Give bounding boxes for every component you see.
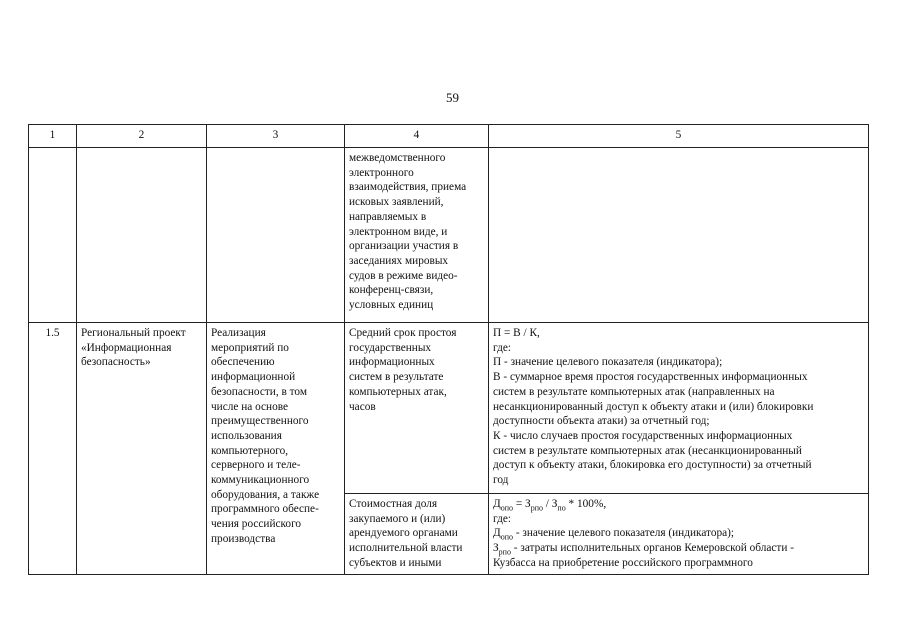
formula-1-cell xyxy=(489,323,869,494)
continuation-indicator-cell xyxy=(345,148,489,323)
indicator-1-cell xyxy=(345,323,489,494)
formula-2-definition-2-cont: Кузбасса на приобретение российского программного xyxy=(493,556,753,569)
header-col-1: 1 xyxy=(29,125,77,148)
header-row xyxy=(29,125,869,148)
header-col-2: 2 xyxy=(77,125,207,148)
formula-1-line: В - суммарное время простоя государственных информационных xyxy=(493,371,808,384)
formula-2-equation: $Д_{опо} = З_{рпо} / З_{по} * 100\%$, xyxy=(493,498,607,513)
activity-cell xyxy=(207,323,345,575)
formula-1-line: К - число случаев простоя государственных информационных xyxy=(493,429,793,442)
project-cell xyxy=(77,323,207,575)
page-bottom-margin xyxy=(0,600,905,640)
page-number: 59 xyxy=(446,90,459,105)
table-row-1-5 xyxy=(29,323,869,494)
formula-2-where: где: xyxy=(493,512,511,525)
formula-1-line: доступности объекта атаки) за отчетный год; xyxy=(493,415,710,428)
cell-empty xyxy=(77,148,207,323)
activity-text: Реализация мероприятий по обеспечению информационной безопасности, в том числе на основе преимущественного использования компьютерного, серверного и теле- коммуникационного оборудования, а также программного обеспе- чения российского производства xyxy=(211,327,320,545)
formula-1-line: несанкционированный доступ к объекту атаки и (или) блокировки xyxy=(493,400,814,413)
continuation-indicator-text: межведомственного электронного взаимодействия, приема исковых заявлений, направляемых в электронном виде, и организации участия в заседаниях мировых судов в режиме видео- конференц-связи, условных единиц xyxy=(349,152,467,312)
formula-1-line: доступ к объекту атаки, блокировка его доступности) за отчетный xyxy=(493,459,812,472)
formula-1-line: П - значение целевого показателя (индикатора); xyxy=(493,356,723,369)
formula-2-definition-1: $Д_{опо}$ - значение целевого показателя (индикатора); xyxy=(493,527,735,542)
header-col-3: 3 xyxy=(207,125,345,148)
table-row-continuation xyxy=(29,148,869,323)
formula-2-definition-2: $З_{рпо}$ - затраты исполнительных органов Кемеровской области - xyxy=(493,542,794,557)
project-name: Региональный проект «Информационная безопасность» xyxy=(81,327,186,369)
formula-1-line: систем в результате компьютерных атак (направленных на xyxy=(493,385,775,398)
row-number: 1.5 xyxy=(29,323,77,575)
formula-1-line: систем в результате компьютерных атак (несанкционированный xyxy=(493,444,802,457)
header-col-5: 5 xyxy=(489,125,869,148)
formula-1-line: год xyxy=(493,474,509,487)
formula-1-line: где: xyxy=(493,341,511,354)
cell-empty xyxy=(29,148,77,323)
indicators-table xyxy=(28,124,869,575)
indicator-1-name: Средний срок простоя государственных информационных систем в результате компьютерных атак, часов xyxy=(349,327,457,413)
header-col-4: 4 xyxy=(345,125,489,148)
cell-empty xyxy=(489,148,869,323)
indicator-2-name: Стоимостная доля закупаемого и (или) арендуемого органами исполнительной власти субъектов и иными xyxy=(349,498,463,569)
formula-2-cell xyxy=(489,494,869,575)
formula-1-line: П = В / К, xyxy=(493,327,540,339)
cell-empty xyxy=(207,148,345,323)
indicator-2-cell xyxy=(345,494,489,575)
